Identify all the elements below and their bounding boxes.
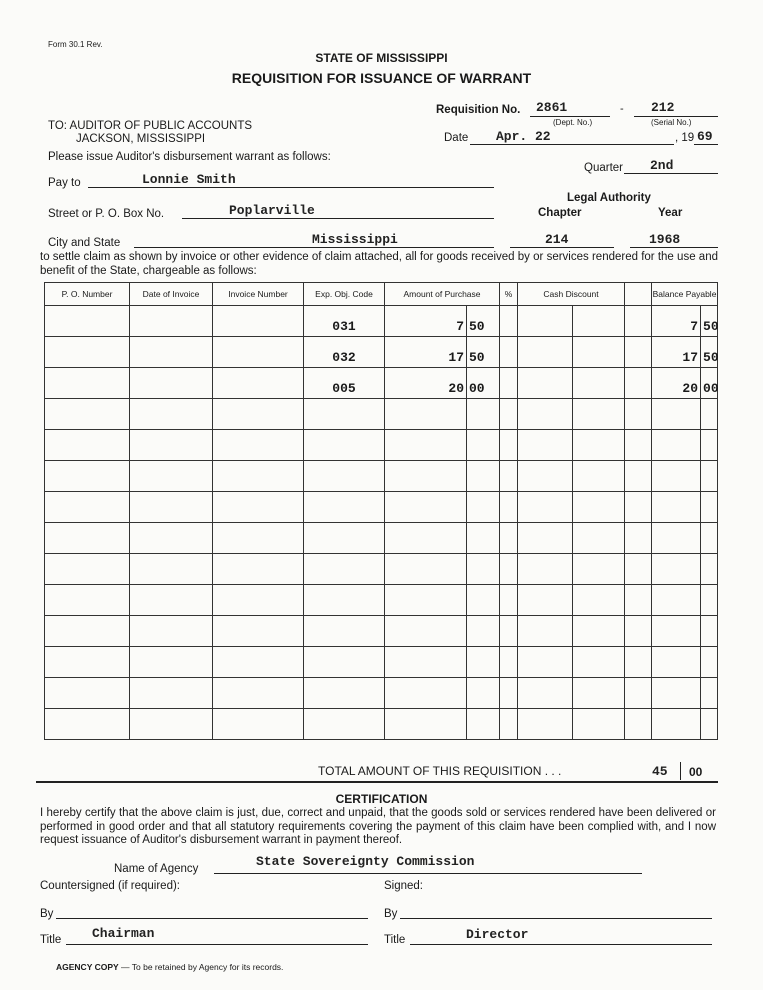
balance-dollars-cell xyxy=(652,647,701,678)
col-date-of-invoice: Date of Invoice xyxy=(130,283,213,306)
quarter-value: 2nd xyxy=(650,158,674,173)
po-number-cell xyxy=(45,399,130,430)
amount-dollars-cell xyxy=(385,647,467,678)
chapter-line xyxy=(510,247,614,248)
percent-cell xyxy=(500,585,518,616)
table-row xyxy=(45,306,718,337)
legal-year-line xyxy=(630,247,718,248)
street-line xyxy=(182,218,494,219)
col-balance-payable: Balance Payable xyxy=(652,283,718,306)
amount-cents-cell xyxy=(467,492,500,523)
discount-dollars-cell xyxy=(518,709,573,740)
amount-dollars-cell xyxy=(385,461,467,492)
chapter-label: Chapter xyxy=(538,207,582,219)
code-cell xyxy=(304,647,385,678)
city-line xyxy=(134,247,494,248)
balance-dollars-cell xyxy=(652,678,701,709)
balance-cents-cell xyxy=(701,523,718,554)
discount-dollars-cell xyxy=(518,399,573,430)
amount-dollars-cell xyxy=(385,616,467,647)
code-cell xyxy=(304,461,385,492)
line-items-table xyxy=(44,282,718,740)
spacer-cell xyxy=(625,616,652,647)
percent-cell xyxy=(500,492,518,523)
code-cell xyxy=(304,585,385,616)
table-header-row xyxy=(45,283,718,306)
code-cell xyxy=(304,616,385,647)
po-number-cell xyxy=(45,523,130,554)
spacer-cell xyxy=(625,647,652,678)
amount-cents-cell xyxy=(467,554,500,585)
amount-dollars-cell xyxy=(385,709,467,740)
street-value: Poplarville xyxy=(229,203,315,218)
discount-dollars-cell xyxy=(518,678,573,709)
discount-dollars-cell xyxy=(518,523,573,554)
spacer-cell xyxy=(625,399,652,430)
amount-dollars-cell: 17 xyxy=(385,337,467,368)
balance-cents-cell: 50 xyxy=(701,306,718,337)
po-number-cell xyxy=(45,492,130,523)
spacer-cell xyxy=(625,368,652,399)
balance-dollars-cell xyxy=(652,616,701,647)
invoice-cell xyxy=(213,616,304,647)
year-label: Year xyxy=(658,207,683,219)
requisition-dash: - xyxy=(620,103,624,115)
to-line1: TO: AUDITOR OF PUBLIC ACCOUNTS xyxy=(48,120,253,132)
balance-dollars-cell: 7 xyxy=(652,306,701,337)
invoice-cell xyxy=(213,368,304,399)
discount-cents-cell xyxy=(573,678,625,709)
date-cell xyxy=(130,430,213,461)
discount-cents-cell xyxy=(573,709,625,740)
amount-cents-cell: 00 xyxy=(467,368,500,399)
date-cell xyxy=(130,709,213,740)
right-title-value: Director xyxy=(466,927,529,942)
city-label: City and State xyxy=(48,237,121,249)
percent-cell xyxy=(500,523,518,554)
date-value: Apr. 22 xyxy=(496,129,551,144)
amount-dollars-cell xyxy=(385,492,467,523)
form-title: REQUISITION FOR ISSUANCE OF WARRANT xyxy=(231,70,532,86)
invoice-cell xyxy=(213,399,304,430)
col-po-number: P. O. Number xyxy=(45,283,130,306)
discount-dollars-cell xyxy=(518,616,573,647)
table-row xyxy=(45,430,718,461)
date-label: Date xyxy=(444,132,469,144)
balance-cents-cell: 50 xyxy=(701,337,718,368)
requisition-label: Requisition No. xyxy=(436,104,521,116)
code-cell xyxy=(304,399,385,430)
po-number-cell xyxy=(45,554,130,585)
balance-cents-cell: 00 xyxy=(701,368,718,399)
amount-cents-cell xyxy=(467,585,500,616)
table-row xyxy=(45,461,718,492)
total-label: TOTAL AMOUNT OF THIS REQUISITION . . . xyxy=(318,764,562,778)
spacer-cell xyxy=(625,554,652,585)
amount-dollars-cell xyxy=(385,523,467,554)
percent-cell xyxy=(500,368,518,399)
table-row xyxy=(45,678,718,709)
certification-title: CERTIFICATION xyxy=(335,792,428,806)
po-number-cell xyxy=(45,306,130,337)
balance-cents-cell xyxy=(701,492,718,523)
amount-dollars-cell xyxy=(385,554,467,585)
amount-cents-cell xyxy=(467,616,500,647)
invoice-cell xyxy=(213,461,304,492)
balance-dollars-cell xyxy=(652,523,701,554)
quarter-label: Quarter xyxy=(584,162,623,174)
right-by-label: By xyxy=(384,908,398,920)
code-cell xyxy=(304,554,385,585)
discount-dollars-cell xyxy=(518,554,573,585)
table-row xyxy=(45,585,718,616)
invoice-cell xyxy=(213,306,304,337)
code-cell xyxy=(304,430,385,461)
invoice-cell xyxy=(213,337,304,368)
left-title-line xyxy=(66,944,368,945)
invoice-cell xyxy=(213,430,304,461)
balance-cents-cell xyxy=(701,678,718,709)
amount-cents-cell xyxy=(467,461,500,492)
spacer-cell xyxy=(625,585,652,616)
balance-cents-cell xyxy=(701,461,718,492)
date-cell xyxy=(130,523,213,554)
amount-cents-cell xyxy=(467,399,500,430)
right-title-label: Title xyxy=(384,934,406,946)
pay-to-label: Pay to xyxy=(48,177,81,189)
signed-label: Signed: xyxy=(384,880,424,892)
table-row xyxy=(45,368,718,399)
table-row xyxy=(45,616,718,647)
total-dollars: 45 xyxy=(652,764,668,779)
left-by-label: By xyxy=(40,908,54,920)
spacer-cell xyxy=(625,337,652,368)
discount-cents-cell xyxy=(573,399,625,430)
invoice-cell xyxy=(213,492,304,523)
form-number: Form 30.1 Rev. xyxy=(48,40,103,49)
year-line xyxy=(694,144,718,145)
table-row xyxy=(45,523,718,554)
col-percent: % xyxy=(500,283,518,306)
spacer-cell xyxy=(625,306,652,337)
date-line xyxy=(470,144,674,145)
left-title-value: Chairman xyxy=(92,926,155,941)
balance-dollars-cell xyxy=(652,585,701,616)
balance-cents-cell xyxy=(701,399,718,430)
footer-rest: — To be retained by Agency for its records. xyxy=(121,962,284,972)
total-rule xyxy=(36,781,718,783)
year-prefix: , 19 xyxy=(675,132,695,144)
code-cell xyxy=(304,492,385,523)
right-by-line xyxy=(400,918,712,919)
discount-dollars-cell xyxy=(518,337,573,368)
percent-cell xyxy=(500,616,518,647)
balance-cents-cell xyxy=(701,430,718,461)
invoice-cell xyxy=(213,585,304,616)
discount-cents-cell xyxy=(573,523,625,554)
po-number-cell xyxy=(45,430,130,461)
balance-cents-cell xyxy=(701,616,718,647)
balance-dollars-cell xyxy=(652,554,701,585)
serial-no-line xyxy=(634,116,718,117)
code-cell xyxy=(304,709,385,740)
col-spacer xyxy=(625,283,652,306)
table-row xyxy=(45,492,718,523)
table-row xyxy=(45,709,718,740)
discount-dollars-cell xyxy=(518,430,573,461)
state-title: STATE OF MISSISSIPPI xyxy=(315,51,448,65)
po-number-cell xyxy=(45,585,130,616)
total-divider xyxy=(680,762,681,780)
balance-dollars-cell: 17 xyxy=(652,337,701,368)
col-cash-discount: Cash Discount xyxy=(518,283,625,306)
discount-dollars-cell xyxy=(518,306,573,337)
discount-cents-cell xyxy=(573,647,625,678)
dept-no-line xyxy=(530,116,610,117)
footer-note xyxy=(56,962,283,972)
balance-dollars-cell xyxy=(652,709,701,740)
percent-cell xyxy=(500,709,518,740)
balance-dollars-cell xyxy=(652,492,701,523)
date-cell xyxy=(130,368,213,399)
col-amount-of-purchase: Amount of Purchase xyxy=(385,283,500,306)
spacer-cell xyxy=(625,492,652,523)
amount-dollars-cell xyxy=(385,399,467,430)
serial-no-value: 212 xyxy=(651,100,675,115)
certification-text: I hereby certify that the above claim is just, due, correct and unpaid, that the goods sold or services rendered have been delivered or performed in good order and that all statutory requirements covering the payment of this claim have been complied with, and I now request issuance of Auditor's disbursement warrant in payment thereof. xyxy=(40,807,716,846)
discount-cents-cell xyxy=(573,554,625,585)
spacer-cell xyxy=(625,678,652,709)
percent-cell xyxy=(500,647,518,678)
dept-no-caption: (Dept. No.) xyxy=(553,118,593,127)
year-suffix: 69 xyxy=(697,129,713,144)
po-number-cell xyxy=(45,461,130,492)
countersigned-label: Countersigned (if required): xyxy=(40,880,180,892)
amount-dollars-cell xyxy=(385,678,467,709)
discount-dollars-cell xyxy=(518,461,573,492)
agency-line xyxy=(214,873,642,874)
date-cell xyxy=(130,678,213,709)
col-invoice-number: Invoice Number xyxy=(213,283,304,306)
discount-dollars-cell xyxy=(518,368,573,399)
col-exp-obj-code: Exp. Obj. Code xyxy=(304,283,385,306)
percent-cell xyxy=(500,430,518,461)
amount-dollars-cell: 20 xyxy=(385,368,467,399)
amount-cents-cell xyxy=(467,709,500,740)
date-cell xyxy=(130,616,213,647)
discount-cents-cell xyxy=(573,585,625,616)
date-cell xyxy=(130,492,213,523)
discount-dollars-cell xyxy=(518,647,573,678)
date-cell xyxy=(130,337,213,368)
pay-to-value: Lonnie Smith xyxy=(142,172,236,187)
amount-cents-cell: 50 xyxy=(467,337,500,368)
left-title-label: Title xyxy=(40,934,62,946)
percent-cell xyxy=(500,337,518,368)
table-row xyxy=(45,399,718,430)
percent-cell xyxy=(500,306,518,337)
percent-cell xyxy=(500,399,518,430)
invoice-cell xyxy=(213,678,304,709)
balance-cents-cell xyxy=(701,709,718,740)
serial-no-caption: (Serial No.) xyxy=(651,118,692,127)
legal-year-value: 1968 xyxy=(649,232,681,247)
code-cell: 032 xyxy=(304,337,385,368)
po-number-cell xyxy=(45,709,130,740)
discount-cents-cell xyxy=(573,306,625,337)
balance-dollars-cell xyxy=(652,461,701,492)
chapter-value: 214 xyxy=(545,232,569,247)
spacer-cell xyxy=(625,523,652,554)
percent-cell xyxy=(500,554,518,585)
balance-cents-cell xyxy=(701,647,718,678)
agency-label: Name of Agency xyxy=(114,863,199,875)
discount-cents-cell xyxy=(573,337,625,368)
date-cell xyxy=(130,647,213,678)
balance-dollars-cell xyxy=(652,399,701,430)
amount-cents-cell xyxy=(467,678,500,709)
spacer-cell xyxy=(625,461,652,492)
discount-cents-cell xyxy=(573,368,625,399)
quarter-line xyxy=(624,173,718,174)
city-value: Mississippi xyxy=(312,232,398,247)
right-title-line xyxy=(410,944,712,945)
po-number-cell xyxy=(45,337,130,368)
amount-cents-cell xyxy=(467,523,500,554)
percent-cell xyxy=(500,461,518,492)
percent-cell xyxy=(500,678,518,709)
settle-text: to settle claim as shown by invoice or other evidence of claim attached, all for goods received by or services rendered for the use and benefit of the State, chargeable as follows: xyxy=(40,251,718,277)
please-issue: Please issue Auditor's disbursement warrant as follows: xyxy=(48,151,331,163)
left-by-line xyxy=(56,918,368,919)
discount-dollars-cell xyxy=(518,492,573,523)
to-line2: JACKSON, MISSISSIPPI xyxy=(76,133,206,145)
amount-cents-cell xyxy=(467,647,500,678)
agency-value: State Sovereignty Commission xyxy=(256,854,475,869)
invoice-cell xyxy=(213,709,304,740)
balance-dollars-cell xyxy=(652,430,701,461)
code-cell: 005 xyxy=(304,368,385,399)
table-row xyxy=(45,554,718,585)
po-number-cell xyxy=(45,647,130,678)
date-cell xyxy=(130,306,213,337)
pay-to-line xyxy=(88,187,494,188)
discount-cents-cell xyxy=(573,461,625,492)
amount-cents-cell: 50 xyxy=(467,306,500,337)
table-row xyxy=(45,337,718,368)
date-cell xyxy=(130,585,213,616)
date-cell xyxy=(130,461,213,492)
code-cell xyxy=(304,523,385,554)
amount-dollars-cell: 7 xyxy=(385,306,467,337)
balance-dollars-cell: 20 xyxy=(652,368,701,399)
table-row xyxy=(45,647,718,678)
discount-dollars-cell xyxy=(518,585,573,616)
code-cell xyxy=(304,678,385,709)
date-cell xyxy=(130,399,213,430)
po-number-cell xyxy=(45,678,130,709)
discount-cents-cell xyxy=(573,492,625,523)
balance-cents-cell xyxy=(701,554,718,585)
street-label: Street or P. O. Box No. xyxy=(48,208,165,220)
total-cents: 00 xyxy=(689,765,703,779)
invoice-cell xyxy=(213,647,304,678)
amount-dollars-cell xyxy=(385,430,467,461)
footer-bold: AGENCY COPY xyxy=(56,962,119,972)
discount-cents-cell xyxy=(573,616,625,647)
invoice-cell xyxy=(213,523,304,554)
dept-no-value: 2861 xyxy=(536,100,568,115)
discount-cents-cell xyxy=(573,430,625,461)
invoice-cell xyxy=(213,554,304,585)
po-number-cell xyxy=(45,368,130,399)
date-cell xyxy=(130,554,213,585)
spacer-cell xyxy=(625,430,652,461)
amount-dollars-cell xyxy=(385,585,467,616)
amount-cents-cell xyxy=(467,430,500,461)
spacer-cell xyxy=(625,709,652,740)
po-number-cell xyxy=(45,616,130,647)
legal-authority-title: Legal Authority xyxy=(567,192,651,204)
balance-cents-cell xyxy=(701,585,718,616)
code-cell: 031 xyxy=(304,306,385,337)
